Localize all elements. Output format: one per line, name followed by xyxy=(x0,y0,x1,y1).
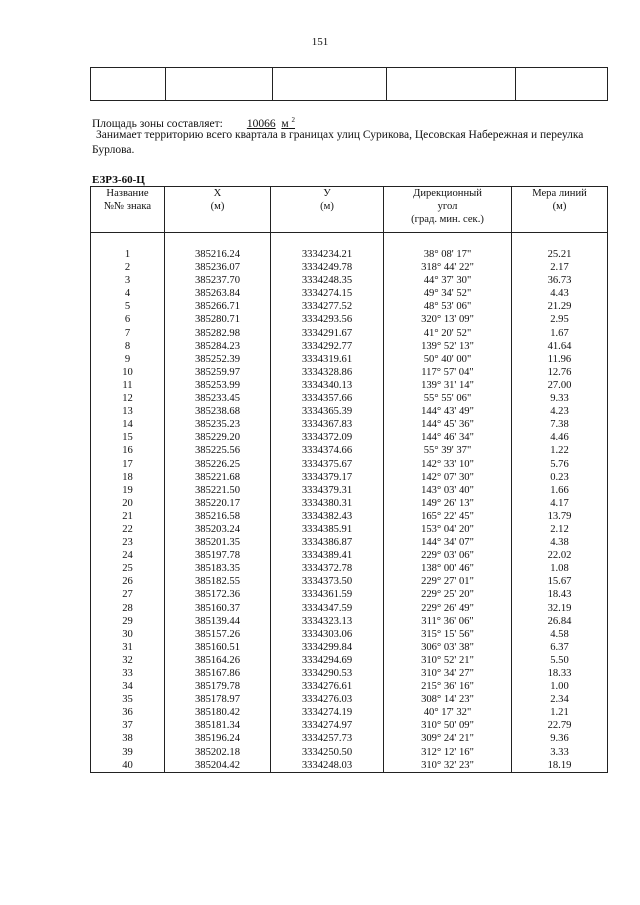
cell-point-number: 14 xyxy=(91,418,165,431)
cell-x: 385225.56 xyxy=(165,444,271,457)
cell-x: 385183.35 xyxy=(165,562,271,575)
empty-cell xyxy=(166,68,273,101)
cell-line-length: 1.21 xyxy=(512,706,608,719)
cell-direction-angle: 144° 45' 36" xyxy=(384,418,512,431)
table-row xyxy=(91,602,608,615)
cell-direction-angle: 49° 34' 52" xyxy=(384,287,512,300)
cell-x: 385221.68 xyxy=(165,471,271,484)
cell-x: 385235.23 xyxy=(165,418,271,431)
cell-point-number: 1 xyxy=(91,248,165,261)
cell-y: 3334234.21 xyxy=(271,248,384,261)
cell-direction-angle: 153° 04' 20" xyxy=(384,523,512,536)
cell-direction-angle: 38° 08' 17" xyxy=(384,248,512,261)
cell-line-length: 12.76 xyxy=(512,366,608,379)
cell-x: 385182.55 xyxy=(165,575,271,588)
cell-y: 3334293.56 xyxy=(271,313,384,326)
cell-point-number: 3 xyxy=(91,274,165,287)
empty-cell xyxy=(516,68,608,101)
cell-line-length: 25.21 xyxy=(512,248,608,261)
cell-point-number: 33 xyxy=(91,667,165,680)
cell-x: 385284.23 xyxy=(165,340,271,353)
table-row xyxy=(91,654,608,667)
cell-direction-angle: 315° 15' 56" xyxy=(384,628,512,641)
cell-x: 385252.39 xyxy=(165,353,271,366)
cell-point-number: 25 xyxy=(91,562,165,575)
cell-line-length: 11.96 xyxy=(512,353,608,366)
cell-x: 385172.36 xyxy=(165,588,271,601)
cell-y: 3334375.67 xyxy=(271,458,384,471)
cell-direction-angle: 50° 40' 00" xyxy=(384,353,512,366)
cell-line-length: 18.43 xyxy=(512,588,608,601)
cell-direction-angle: 308° 14' 23" xyxy=(384,693,512,706)
cell-direction-angle: 149° 26' 13" xyxy=(384,497,512,510)
zone-description: Занимает территорию всего квартала в границах улиц Сурикова, Цесовская Набережная и переулка Бурлова. xyxy=(92,129,584,156)
cell-y: 3334290.53 xyxy=(271,667,384,680)
cell-direction-angle: 318° 44' 22" xyxy=(384,261,512,274)
cell-y: 3334386.87 xyxy=(271,536,384,549)
cell-x: 385197.78 xyxy=(165,549,271,562)
cell-y: 3334274.19 xyxy=(271,706,384,719)
cell-line-length: 4.43 xyxy=(512,287,608,300)
table-row xyxy=(91,523,608,536)
cell-line-length: 2.17 xyxy=(512,261,608,274)
cell-y: 3334365.39 xyxy=(271,405,384,418)
cell-x: 385238.68 xyxy=(165,405,271,418)
cell-line-length: 4.23 xyxy=(512,405,608,418)
cell-y: 3334277.52 xyxy=(271,300,384,313)
cell-y: 3334276.61 xyxy=(271,680,384,693)
cell-x: 385216.24 xyxy=(165,248,271,261)
cell-line-length: 2.12 xyxy=(512,523,608,536)
cell-point-number: 15 xyxy=(91,431,165,444)
cell-y: 3334249.78 xyxy=(271,261,384,274)
header-y: У (м) xyxy=(271,187,384,233)
cell-y: 3334248.03 xyxy=(271,759,384,773)
table-row xyxy=(91,680,608,693)
cell-y: 3334299.84 xyxy=(271,641,384,654)
table-row xyxy=(91,536,608,549)
cell-point-number: 37 xyxy=(91,719,165,732)
cell-point-number: 13 xyxy=(91,405,165,418)
cell-x: 385282.98 xyxy=(165,327,271,340)
cell-direction-angle: 117° 57' 04" xyxy=(384,366,512,379)
cell-x: 385196.24 xyxy=(165,732,271,745)
table-row xyxy=(91,392,608,405)
cell-point-number: 32 xyxy=(91,654,165,667)
cell-point-number: 11 xyxy=(91,379,165,392)
cell-direction-angle: 312° 12' 16" xyxy=(384,746,512,759)
cell-line-length: 5.76 xyxy=(512,458,608,471)
cell-direction-angle: 310° 32' 23" xyxy=(384,759,512,773)
cell-x: 385220.17 xyxy=(165,497,271,510)
cell-line-length: 18.19 xyxy=(512,759,608,773)
cell-line-length: 32.19 xyxy=(512,602,608,615)
cell-direction-angle: 40° 17' 32" xyxy=(384,706,512,719)
cell-direction-angle: 229° 03' 06" xyxy=(384,549,512,562)
cell-x: 385266.71 xyxy=(165,300,271,313)
cell-y: 3334248.35 xyxy=(271,274,384,287)
table-row xyxy=(91,549,608,562)
area-label: Площадь зоны составляет: xyxy=(92,117,223,130)
cell-x: 385226.25 xyxy=(165,458,271,471)
cell-y: 3334382.43 xyxy=(271,510,384,523)
cell-point-number: 30 xyxy=(91,628,165,641)
cell-y: 3334380.31 xyxy=(271,497,384,510)
area-value: 10066 xyxy=(246,117,276,130)
spacer-row xyxy=(91,233,608,249)
cell-x: 385216.58 xyxy=(165,510,271,523)
cell-point-number: 5 xyxy=(91,300,165,313)
cell-x: 385180.42 xyxy=(165,706,271,719)
cell-line-length: 5.50 xyxy=(512,654,608,667)
page-number: 151 xyxy=(311,36,329,48)
header-point-name: Название №№ знака xyxy=(91,187,165,233)
cell-direction-angle: 142° 07' 30" xyxy=(384,471,512,484)
cell-direction-angle: 144° 46' 34" xyxy=(384,431,512,444)
cell-direction-angle: 138° 00' 46" xyxy=(384,562,512,575)
cell-point-number: 22 xyxy=(91,523,165,536)
cell-x: 385204.42 xyxy=(165,759,271,773)
cell-x: 385157.26 xyxy=(165,628,271,641)
cell-point-number: 21 xyxy=(91,510,165,523)
cell-line-length: 1.00 xyxy=(512,680,608,693)
cell-y: 3334340.13 xyxy=(271,379,384,392)
cell-y: 3334291.67 xyxy=(271,327,384,340)
cell-direction-angle: 310° 34' 27" xyxy=(384,667,512,680)
cell-x: 385233.45 xyxy=(165,392,271,405)
cell-point-number: 31 xyxy=(91,641,165,654)
cell-y: 3334274.97 xyxy=(271,719,384,732)
cell-x: 385181.34 xyxy=(165,719,271,732)
table-row xyxy=(91,340,608,353)
cell-line-length: 22.02 xyxy=(512,549,608,562)
table-row xyxy=(91,274,608,287)
cell-line-length: 1.67 xyxy=(512,327,608,340)
cell-direction-angle: 310° 50' 09" xyxy=(384,719,512,732)
table-row xyxy=(91,444,608,457)
cell-line-length: 6.37 xyxy=(512,641,608,654)
cell-y: 3334372.78 xyxy=(271,562,384,575)
table-row xyxy=(91,510,608,523)
cell-x: 385202.18 xyxy=(165,746,271,759)
cell-y: 3334379.17 xyxy=(271,471,384,484)
cell-line-length: 9.33 xyxy=(512,392,608,405)
cell-point-number: 10 xyxy=(91,366,165,379)
cell-line-length: 1.66 xyxy=(512,484,608,497)
cell-x: 385167.86 xyxy=(165,667,271,680)
cell-direction-angle: 55° 55' 06" xyxy=(384,392,512,405)
cell-direction-angle: 229° 25' 20" xyxy=(384,588,512,601)
cell-x: 385201.35 xyxy=(165,536,271,549)
cell-direction-angle: 139° 52' 13" xyxy=(384,340,512,353)
cell-line-length: 7.38 xyxy=(512,418,608,431)
cell-direction-angle: 309° 24' 21" xyxy=(384,732,512,745)
table-row xyxy=(91,366,608,379)
cell-y: 3334361.59 xyxy=(271,588,384,601)
cell-line-length: 2.95 xyxy=(512,313,608,326)
area-unit: м $^2$ xyxy=(281,116,296,130)
table-row xyxy=(91,300,608,313)
cell-y: 3334257.73 xyxy=(271,732,384,745)
cell-line-length: 13.79 xyxy=(512,510,608,523)
cell-direction-angle: 142° 33' 10" xyxy=(384,458,512,471)
empty-cell xyxy=(273,68,387,101)
cell-y: 3334357.66 xyxy=(271,392,384,405)
coordinates-table xyxy=(90,186,608,773)
cell-y: 3334367.83 xyxy=(271,418,384,431)
table-row xyxy=(91,746,608,759)
table-row xyxy=(91,418,608,431)
table-row xyxy=(91,379,608,392)
cell-x: 385179.78 xyxy=(165,680,271,693)
cell-x: 385280.71 xyxy=(165,313,271,326)
cell-line-length: 18.33 xyxy=(512,667,608,680)
cell-y: 3334292.77 xyxy=(271,340,384,353)
cell-point-number: 36 xyxy=(91,706,165,719)
previous-table-end xyxy=(90,67,608,101)
cell-direction-angle: 144° 34' 07" xyxy=(384,536,512,549)
cell-point-number: 8 xyxy=(91,340,165,353)
table-row xyxy=(91,248,608,261)
table-row xyxy=(91,706,608,719)
table-row xyxy=(91,693,608,706)
cell-y: 3334303.06 xyxy=(271,628,384,641)
header-line-length: Мера линий (м) xyxy=(512,187,608,233)
cell-direction-angle: 215° 36' 16" xyxy=(384,680,512,693)
cell-point-number: 23 xyxy=(91,536,165,549)
cell-y: 3334347.59 xyxy=(271,602,384,615)
coordinates-body xyxy=(91,233,608,773)
cell-x: 385203.24 xyxy=(165,523,271,536)
cell-y: 3334274.15 xyxy=(271,287,384,300)
cell-line-length: 4.46 xyxy=(512,431,608,444)
table-row xyxy=(91,719,608,732)
cell-direction-angle: 229° 27' 01" xyxy=(384,575,512,588)
cell-y: 3334379.31 xyxy=(271,484,384,497)
cell-x: 385221.50 xyxy=(165,484,271,497)
table-row xyxy=(91,641,608,654)
empty-cell xyxy=(91,68,166,101)
cell-y: 3334373.50 xyxy=(271,575,384,588)
cell-x: 385139.44 xyxy=(165,615,271,628)
cell-point-number: 2 xyxy=(91,261,165,274)
cell-direction-angle: 143° 03' 40" xyxy=(384,484,512,497)
cell-x: 385229.20 xyxy=(165,431,271,444)
cell-line-length: 3.33 xyxy=(512,746,608,759)
cell-line-length: 1.08 xyxy=(512,562,608,575)
empty-cell xyxy=(387,68,516,101)
cell-direction-angle: 311° 36' 06" xyxy=(384,615,512,628)
cell-x: 385160.51 xyxy=(165,641,271,654)
cell-point-number: 40 xyxy=(91,759,165,773)
cell-x: 385259.97 xyxy=(165,366,271,379)
cell-y: 3334323.13 xyxy=(271,615,384,628)
cell-direction-angle: 320° 13' 09" xyxy=(384,313,512,326)
cell-line-length: 41.64 xyxy=(512,340,608,353)
cell-x: 385237.70 xyxy=(165,274,271,287)
table-row xyxy=(91,313,608,326)
cell-point-number: 34 xyxy=(91,680,165,693)
area-unit-power: 2 xyxy=(291,116,296,124)
zone-code: ЕЗРЗ-60-Ц xyxy=(92,174,145,186)
cell-line-length: 22.79 xyxy=(512,719,608,732)
cell-direction-angle: 306° 03' 38" xyxy=(384,641,512,654)
cell-line-length: 27.00 xyxy=(512,379,608,392)
table-header-row xyxy=(91,187,608,233)
cell-line-length: 4.38 xyxy=(512,536,608,549)
cell-y: 3334374.66 xyxy=(271,444,384,457)
table-row xyxy=(91,562,608,575)
table-row xyxy=(91,575,608,588)
table-row xyxy=(91,484,608,497)
table-row xyxy=(91,353,608,366)
table-row xyxy=(91,431,608,444)
cell-x: 385263.84 xyxy=(165,287,271,300)
cell-line-length: 21.29 xyxy=(512,300,608,313)
cell-line-length: 9.36 xyxy=(512,732,608,745)
cell-y: 3334389.41 xyxy=(271,549,384,562)
cell-point-number: 12 xyxy=(91,392,165,405)
cell-point-number: 20 xyxy=(91,497,165,510)
cell-line-length: 4.17 xyxy=(512,497,608,510)
cell-x: 385164.26 xyxy=(165,654,271,667)
cell-point-number: 7 xyxy=(91,327,165,340)
table-row xyxy=(91,405,608,418)
cell-direction-angle: 139° 31' 14" xyxy=(384,379,512,392)
cell-y: 3334319.61 xyxy=(271,353,384,366)
cell-point-number: 6 xyxy=(91,313,165,326)
table-row xyxy=(91,471,608,484)
table-row xyxy=(91,667,608,680)
cell-x: 385253.99 xyxy=(165,379,271,392)
cell-x: 385236.07 xyxy=(165,261,271,274)
table-row xyxy=(91,458,608,471)
cell-point-number: 39 xyxy=(91,746,165,759)
cell-line-length: 26.84 xyxy=(512,615,608,628)
cell-line-length: 1.22 xyxy=(512,444,608,457)
cell-y: 3334385.91 xyxy=(271,523,384,536)
cell-point-number: 38 xyxy=(91,732,165,745)
cell-point-number: 28 xyxy=(91,602,165,615)
cell-line-length: 2.34 xyxy=(512,693,608,706)
cell-point-number: 19 xyxy=(91,484,165,497)
cell-x: 385178.97 xyxy=(165,693,271,706)
cell-point-number: 29 xyxy=(91,615,165,628)
cell-line-length: 0.23 xyxy=(512,471,608,484)
cell-direction-angle: 165° 22' 45" xyxy=(384,510,512,523)
cell-point-number: 35 xyxy=(91,693,165,706)
table-row xyxy=(91,287,608,300)
cell-x: 385160.37 xyxy=(165,602,271,615)
cell-y: 3334276.03 xyxy=(271,693,384,706)
cell-y: 3334294.69 xyxy=(271,654,384,667)
cell-line-length: 36.73 xyxy=(512,274,608,287)
table-row xyxy=(91,497,608,510)
cell-direction-angle: 44° 37' 30" xyxy=(384,274,512,287)
table-row xyxy=(91,615,608,628)
header-x: Х (м) xyxy=(165,187,271,233)
cell-direction-angle: 310° 52' 21" xyxy=(384,654,512,667)
cell-point-number: 4 xyxy=(91,287,165,300)
cell-point-number: 27 xyxy=(91,588,165,601)
cell-direction-angle: 48° 53' 06" xyxy=(384,300,512,313)
table-row xyxy=(91,759,608,773)
cell-direction-angle: 41° 20' 52" xyxy=(384,327,512,340)
cell-direction-angle: 229° 26' 49" xyxy=(384,602,512,615)
table-row xyxy=(91,628,608,641)
cell-point-number: 17 xyxy=(91,458,165,471)
table-row xyxy=(91,327,608,340)
cell-point-number: 18 xyxy=(91,471,165,484)
cell-y: 3334250.50 xyxy=(271,746,384,759)
cell-point-number: 16 xyxy=(91,444,165,457)
cell-line-length: 15.67 xyxy=(512,575,608,588)
cell-direction-angle: 144° 43' 49" xyxy=(384,405,512,418)
header-direction-angle: Дирекционный угол (град. мин. сек.) xyxy=(384,187,512,233)
cell-point-number: 24 xyxy=(91,549,165,562)
cell-point-number: 9 xyxy=(91,353,165,366)
table-row xyxy=(91,732,608,745)
table-row xyxy=(91,261,608,274)
cell-y: 3334372.09 xyxy=(271,431,384,444)
cell-direction-angle: 55° 39' 37" xyxy=(384,444,512,457)
cell-point-number: 26 xyxy=(91,575,165,588)
cell-line-length: 4.58 xyxy=(512,628,608,641)
cell-y: 3334328.86 xyxy=(271,366,384,379)
table-row xyxy=(91,588,608,601)
